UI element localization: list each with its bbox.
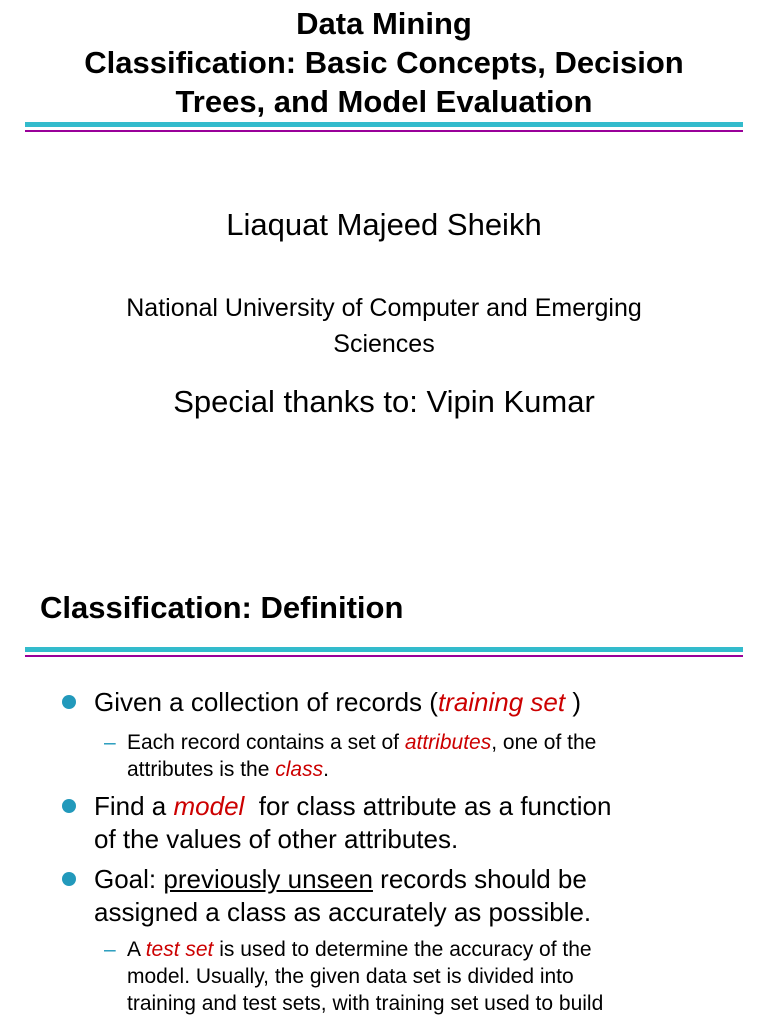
text-segment: Find a — [94, 791, 174, 821]
dash-icon: – — [104, 731, 116, 754]
text-segment: . — [323, 758, 329, 781]
text-segment: assigned a class as accurately as possible. — [94, 897, 592, 927]
bullet-text — [94, 686, 754, 719]
slide-title — [0, 4, 768, 121]
emphasis-text: model — [173, 791, 245, 821]
text-segment: attributes is the — [127, 758, 276, 781]
bullet-dot-icon — [62, 872, 76, 886]
title-rule-magenta — [25, 655, 743, 657]
text-segment: model. Usually, the given data set is divided into — [127, 965, 574, 988]
bullet-text — [94, 790, 754, 856]
emphasis-text: test set — [145, 938, 214, 961]
slide-title: Classification: Definition — [40, 590, 404, 625]
text-segment: Goal: — [94, 864, 164, 894]
title-rule-magenta — [25, 130, 743, 132]
affiliation-line-1: National University of Computer and Emerging — [126, 294, 642, 322]
affiliation-line-2: Sciences — [333, 330, 435, 358]
text-segment: Each record contains a set of — [127, 731, 405, 754]
title-line-1: Data Mining — [296, 6, 472, 41]
acknowledgement: Special thanks to: Vipin Kumar — [173, 384, 595, 419]
text-segment: records should be — [372, 864, 587, 894]
text-segment: for class attribute as a function — [244, 791, 612, 821]
text-segment: training and test sets, with training set used to build — [127, 992, 604, 1015]
text-segment: of the values of other attributes. — [94, 824, 459, 854]
bullet-text — [94, 863, 754, 929]
text-segment: is used to determine the accuracy of the — [213, 938, 592, 961]
text-segment: , one of the — [491, 731, 597, 754]
definition-slide — [0, 512, 768, 1024]
title-rule-blue — [25, 647, 743, 652]
affiliation — [0, 290, 768, 362]
sub-bullet-text — [127, 729, 747, 783]
text-segment: ) — [565, 687, 582, 717]
text-segment: A — [127, 938, 146, 961]
sub-bullet-text — [127, 936, 747, 1017]
bullet-dot-icon — [62, 695, 76, 709]
title-rule-blue — [25, 122, 743, 127]
emphasis-text: training set — [437, 687, 566, 717]
author-name: Liaquat Majeed Sheikh — [226, 207, 542, 242]
bullet-dot-icon — [62, 799, 76, 813]
text-segment: Given a collection of records ( — [94, 687, 438, 717]
title-line-3: Trees, and Model Evaluation — [175, 84, 593, 119]
title-line-2: Classification: Basic Concepts, Decision — [84, 45, 684, 80]
underlined-text: previously unseen — [163, 864, 373, 894]
dash-icon: – — [104, 938, 116, 961]
emphasis-text: attributes — [404, 731, 492, 754]
emphasis-text: class — [275, 758, 324, 781]
